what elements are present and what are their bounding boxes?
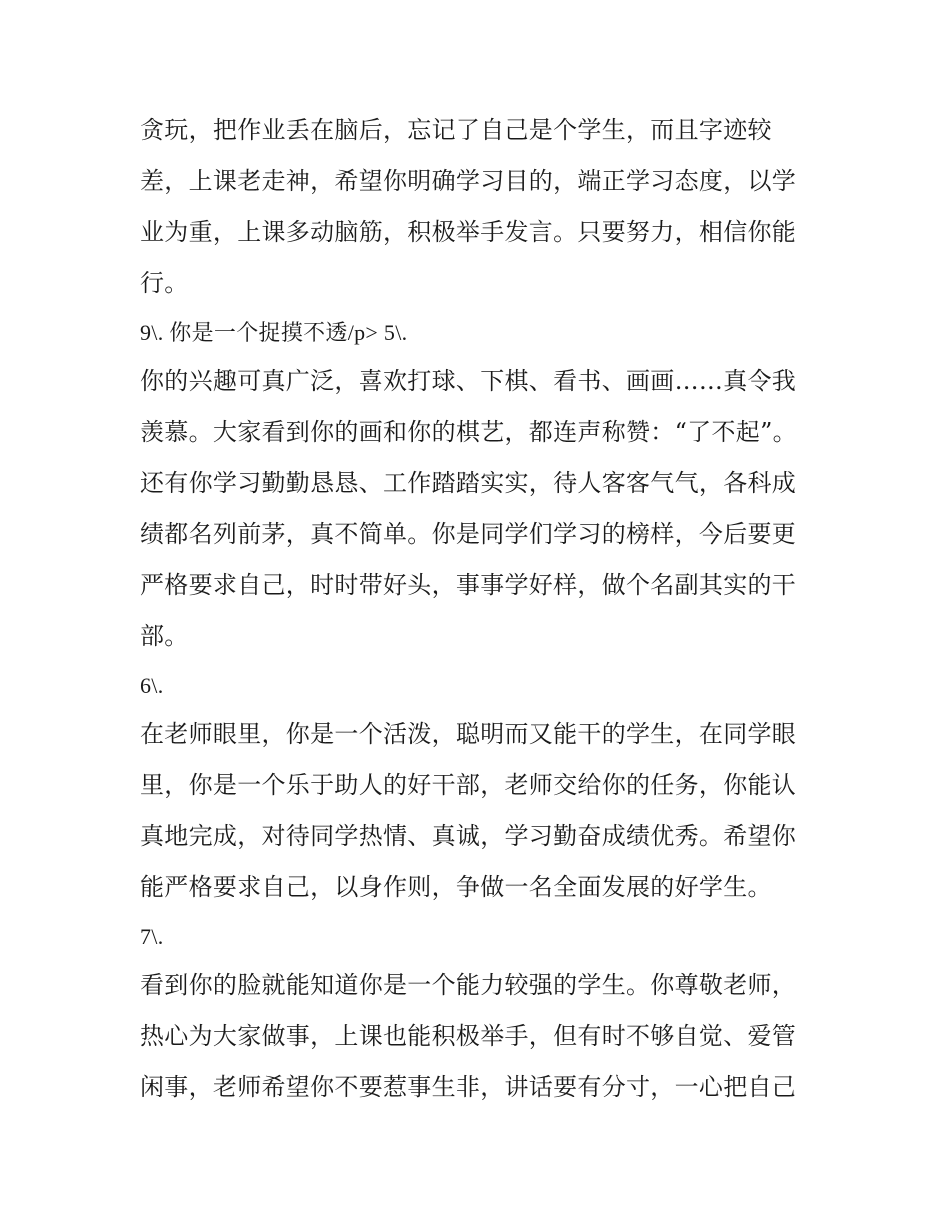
text-line: 羡慕。大家看到你的画和你的棋艺，都连声称赞：“了不起”。 xyxy=(140,418,797,446)
text-line: 你的兴趣可真广泛，喜欢打球、下棋、看书、画画……真令我 xyxy=(140,367,797,395)
text-line: 差，上课老走神，希望你明确学习目的，端正学习态度，以学 xyxy=(140,167,797,195)
text-line: 部。 xyxy=(140,622,189,650)
text-line: 严格要求自己，时时带好头，事事学好样，做个名副其实的干 xyxy=(140,571,797,599)
text-line: 闲事，老师希望你不要惹事生非，讲话要有分寸，一心把自己 xyxy=(140,1073,797,1101)
text-line: 真地完成，对待同学热情、真诚，学习勤奋成绩优秀。希望你 xyxy=(140,822,797,850)
document-body xyxy=(140,105,812,1113)
section-number-line: 6\. xyxy=(140,673,164,698)
text-line: 还有你学习勤勤恳恳、工作踏踏实实，待人客客气气，各科成 xyxy=(140,469,797,497)
text-line: 热心为大家做事，上课也能积极举手，但有时不够自觉、爱管 xyxy=(140,1022,797,1050)
text-line: 绩都名列前茅，真不简单。你是同学们学习的榜样，今后要更 xyxy=(140,520,797,548)
text-line: 在老师眼里，你是一个活泼，聪明而又能干的学生，在同学眼 xyxy=(140,720,797,748)
section-number-line: 9\. 你是一个捉摸不透/p> 5\. xyxy=(140,320,408,345)
text-line: 里，你是一个乐于助人的好干部，老师交给你的任务，你能认 xyxy=(140,771,797,799)
text-line: 能严格要求自己，以身作则，争做一名全面发展的好学生。 xyxy=(140,873,772,901)
text-line: 行。 xyxy=(140,269,189,297)
section-number-line: 7\. xyxy=(140,924,164,949)
text-line: 看到你的脸就能知道你是一个能力较强的学生。你尊敬老师， xyxy=(140,971,797,999)
text-line: 贪玩，把作业丢在脑后，忘记了自己是个学生，而且字迹较 xyxy=(140,116,772,144)
text-line: 业为重，上课多动脑筋，积极举手发言。只要努力，相信你能 xyxy=(140,218,797,246)
